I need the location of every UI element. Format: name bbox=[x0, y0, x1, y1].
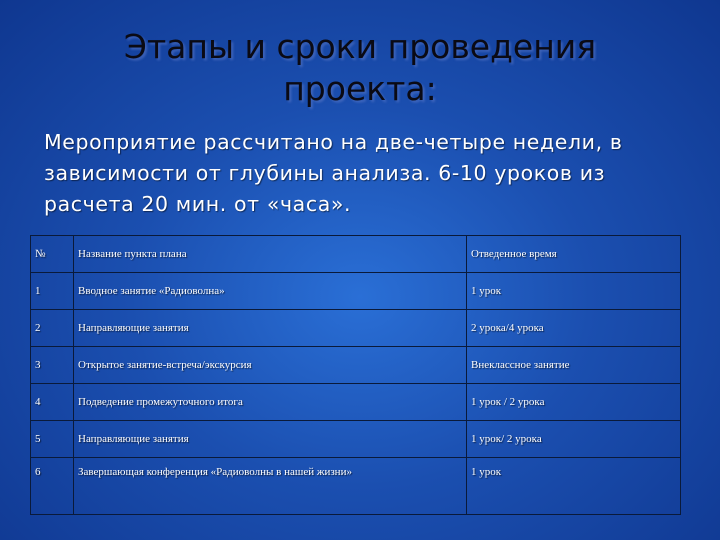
table-row bbox=[31, 384, 681, 421]
row-time: 1 урок bbox=[467, 458, 681, 515]
row-time: 1 урок / 2 урока bbox=[467, 384, 681, 421]
row-number: 6 bbox=[31, 458, 74, 515]
row-item: Подведение промежуточного итога bbox=[74, 384, 467, 421]
header-item-name: Название пункта плана bbox=[74, 236, 467, 273]
intro-paragraph: Мероприятие рассчитано на две-четыре недели, в зависимости от глубины анализа. 6-10 уроков из расчета 20 мин. от «часа». bbox=[44, 130, 623, 216]
row-item: Завершающая конференция «Радиоволны в нашей жизни» bbox=[74, 458, 467, 515]
row-number: 3 bbox=[31, 347, 74, 384]
table-row bbox=[31, 347, 681, 384]
row-number: 1 bbox=[31, 273, 74, 310]
row-time: Внеклассное занятие bbox=[467, 347, 681, 384]
table-row bbox=[31, 310, 681, 347]
slide-title: Этапы и сроки проведения проекта: bbox=[123, 27, 597, 108]
row-number: 4 bbox=[31, 384, 74, 421]
table-row bbox=[31, 421, 681, 458]
row-number: 5 bbox=[31, 421, 74, 458]
row-number: 2 bbox=[31, 310, 74, 347]
row-item: Вводное занятие «Радиоволна» bbox=[74, 273, 467, 310]
row-item: Открытое занятие-встреча/экскурсия bbox=[74, 347, 467, 384]
schedule-table bbox=[30, 235, 681, 515]
row-time: 2 урока/4 урока bbox=[467, 310, 681, 347]
table-row bbox=[31, 458, 681, 515]
table-row bbox=[31, 273, 681, 310]
row-time: 1 урок bbox=[467, 273, 681, 310]
table-header-row bbox=[31, 236, 681, 273]
header-time: Отведенное время bbox=[467, 236, 681, 273]
header-number: № bbox=[31, 236, 74, 273]
row-item: Направляющие занятия bbox=[74, 310, 467, 347]
row-time: 1 урок/ 2 урока bbox=[467, 421, 681, 458]
row-item: Направляющие занятия bbox=[74, 421, 467, 458]
